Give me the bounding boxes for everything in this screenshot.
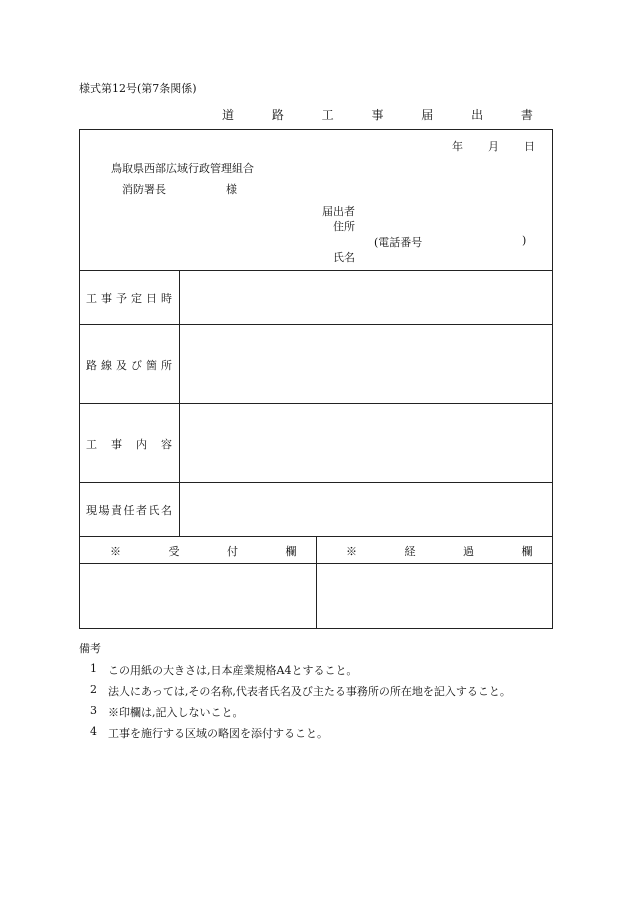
remark-text: ※印欄は,記入しないこと。: [108, 706, 244, 719]
progress-column-header: ※ 経 過 欄: [346, 545, 533, 558]
reception-column-header: ※ 受 付 欄: [110, 545, 297, 558]
remark-number: 1: [90, 662, 97, 675]
date-year-label: 年: [452, 140, 463, 153]
work-content-field[interactable]: [180, 404, 553, 481]
remark-number: 4: [90, 725, 97, 738]
row-label-site-manager: 現 場 責 任 者 氏 名: [86, 504, 172, 517]
form-number: 様式第12号(第7条関係): [79, 82, 197, 95]
application-form: [79, 129, 553, 629]
row-label-work-content: 工 事 内 容: [86, 438, 172, 451]
remarks-heading: 備考: [79, 642, 101, 655]
remark-number: 2: [90, 683, 97, 696]
site-manager-field[interactable]: [180, 483, 553, 535]
row-label-schedule: 工 事 予 定 日 時: [86, 292, 172, 305]
recipient-title: 消防署長: [122, 183, 166, 196]
recipient-honorific: 様: [226, 183, 237, 196]
remark-text: 法人にあっては,その名称,代表者氏名及び主たる事務所の所在地を記入すること。: [108, 685, 511, 698]
date-month-label: 月: [488, 140, 499, 153]
name-label: 氏名: [333, 251, 355, 264]
remark-number: 3: [90, 704, 97, 717]
recipient-org: 鳥取県西部広域行政管理組合: [111, 162, 254, 175]
remark-text: 工事を施行する区域の略図を添付すること。: [108, 727, 328, 740]
office-use-divider: [316, 536, 317, 629]
remark-text: この用紙の大きさは,日本産業規格A4とすること。: [108, 664, 358, 677]
date-day-label: 日: [524, 140, 535, 153]
phone-label: (電話番号: [374, 236, 423, 249]
schedule-field[interactable]: [180, 271, 553, 323]
route-field[interactable]: [180, 325, 553, 402]
address-label: 住所: [333, 220, 355, 233]
phone-close-paren: ): [522, 234, 527, 247]
row-label-route: 路 線 及 び 箇 所: [86, 359, 172, 372]
applicant-label: 届出者: [322, 205, 355, 218]
document-title: 道 路 工 事 届 出 書: [222, 108, 550, 122]
